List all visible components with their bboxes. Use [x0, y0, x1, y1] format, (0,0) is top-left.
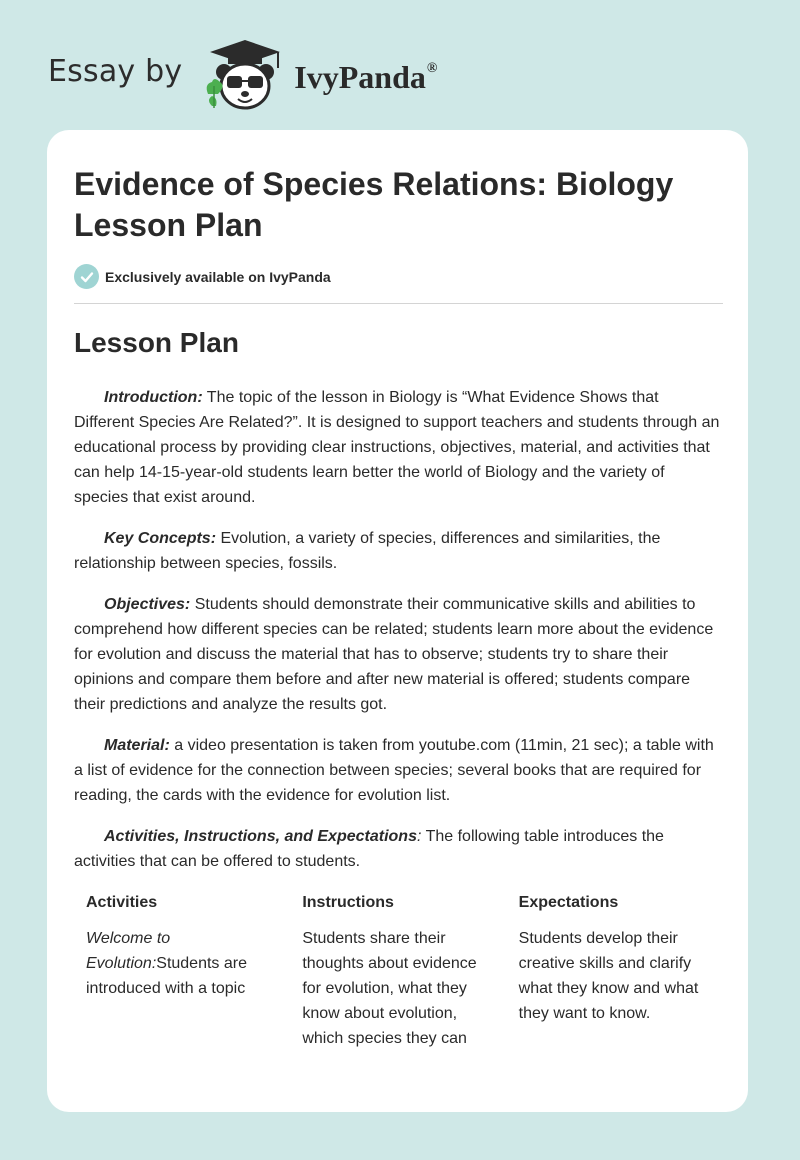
table-header-row [74, 888, 723, 926]
table-cell-expectations: Students develop their creative skills and clarify what they know and what they want to know. [518, 930, 699, 1022]
essay-title: Evidence of Species Relations: Biology Lesson Plan [74, 166, 674, 243]
column-header-expectations: Expectations [518, 894, 619, 911]
table-row [74, 926, 723, 1051]
table-cell-activity: Welcome to Evolution:Students are introduced with a topic [86, 930, 247, 997]
exclusive-badge-label: Exclusively available on IvyPanda [105, 268, 331, 285]
panda-graduate-logo-icon[interactable] [200, 36, 290, 112]
essay-by-label: Essay by [48, 53, 183, 89]
essay-card [47, 130, 748, 1112]
paragraph-label: Material: [104, 737, 170, 754]
paragraph-objectives: Objectives: Students should demonstrate their communicative skills and abilities to comprehend how different species can be related; students learn more about the evidence for evolution and discuss the material that has to observe; students try to share their opinions and compare them before and after new material is offered; students compare their predictions and analyze the results got. [74, 596, 714, 713]
paragraph-label: Activities, Instructions, and Expectations [104, 828, 417, 845]
column-header-activities: Activities [86, 894, 158, 911]
registered-mark: ® [426, 60, 438, 76]
table-cell-instructions: Students share their thoughts about evidence for evolution, what they know about evolution, which species they can [302, 930, 477, 1047]
paragraph-label: Objectives: [104, 596, 191, 613]
paragraph-key-concepts: Key Concepts: Evolution, a variety of species, differences and similarities, the relationship between species, fossils. [74, 530, 661, 572]
divider [74, 303, 723, 304]
activities-table [74, 888, 723, 1051]
site-header [48, 34, 437, 114]
checkmark-icon [74, 264, 99, 289]
paragraph-activities: Activities, Instructions, and Expectations: The following table introduces the activities that can be offered to students. [74, 828, 664, 870]
paragraph-introduction: Introduction: The topic of the lesson in Biology is “What Evidence Shows that Different Species Are Related?”. It is designed to support teachers and students through an educational process by providing clear instructions, objectives, material, and activities that can help 14-15-year-old students learn better the world of Biology and the variety of species that exist around. [74, 389, 720, 506]
essay-body [74, 385, 723, 890]
paragraph-label: Introduction: [104, 389, 203, 406]
exclusive-badge [74, 264, 331, 289]
paragraph-material: Material: a video presentation is taken from youtube.com (11min, 21 sec); a table with a list of evidence for the connection between species; several books that are required for reading, the cards with the evidence for evolution list. [74, 737, 714, 804]
brand-name: IvyPanda® [294, 58, 438, 95]
column-header-instructions: Instructions [302, 894, 394, 911]
section-heading: Lesson Plan [74, 327, 239, 358]
paragraph-label: Key Concepts: [104, 530, 217, 547]
